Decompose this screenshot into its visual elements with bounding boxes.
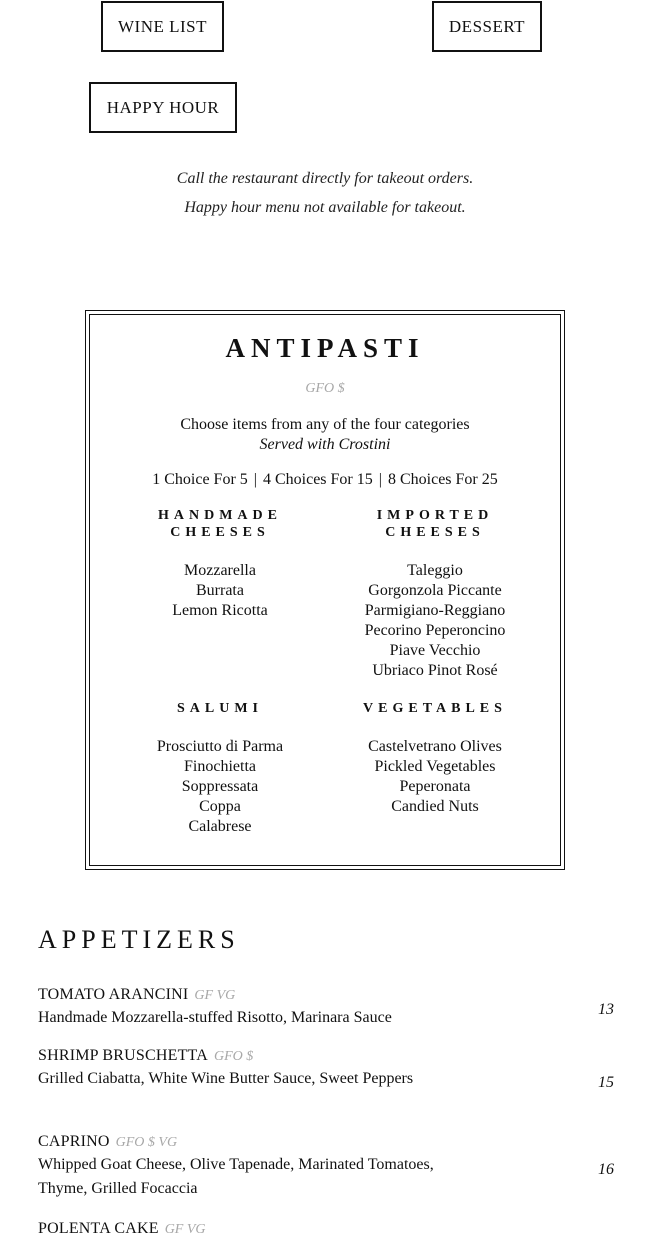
- category-heading: [130, 700, 310, 717]
- category-item: Ubriaco Pinot Rosé: [372, 662, 498, 679]
- category-heading: [130, 507, 310, 541]
- category-items: [345, 737, 525, 817]
- menu-item: [38, 1133, 618, 1201]
- menu-item-price: 15: [598, 1074, 614, 1091]
- category-heading-line: SALUMI: [176, 701, 263, 716]
- menu-item-name: SHRIMP BRUSCHETTA: [38, 1047, 209, 1064]
- antipasti-instructions: Choose items from any of the four categories: [180, 416, 470, 433]
- antipasti-served-with: Served with Crostini: [259, 436, 391, 453]
- category-item: Taleggio: [407, 562, 463, 579]
- menu-item-name: CAPRINO: [38, 1133, 110, 1150]
- menu-item-price: 13: [598, 1001, 614, 1018]
- menu-item-description: Whipped Goat Cheese, Olive Tapenade, Marinated Tomatoes, Thyme, Grilled Focaccia: [38, 1156, 434, 1197]
- menu-item-description: Grilled Ciabatta, White Wine Butter Sauce, Sweet Peppers: [38, 1070, 414, 1087]
- category-item: Pecorino Peperoncino: [364, 622, 506, 639]
- category-items: [130, 561, 310, 621]
- category-vegetables: [345, 700, 525, 817]
- happy-hour-note: Happy hour menu not available for takeout.: [184, 199, 466, 216]
- category-heading: [345, 507, 525, 541]
- menu-item-name: POLENTA CAKE: [38, 1220, 159, 1237]
- menu-item: [38, 1047, 618, 1091]
- dessert-button[interactable]: DESSERT: [432, 1, 542, 52]
- category-item: Gorgonzola Piccante: [368, 582, 502, 599]
- category-heading-line: CHEESES: [385, 525, 485, 540]
- category-item: Calabrese: [188, 818, 252, 835]
- menu-item-name: TOMATO ARANCINI: [38, 986, 189, 1003]
- category-heading-line: CHEESES: [170, 525, 270, 540]
- price-option: 1 Choice For 5: [152, 471, 248, 488]
- menu-item-description: Handmade Mozzarella-stuffed Risotto, Marinara Sauce: [38, 1009, 392, 1026]
- category-item: Burrata: [196, 582, 244, 599]
- category-imported-cheeses: [345, 507, 525, 681]
- category-salumi: [130, 700, 310, 837]
- category-item: Candied Nuts: [391, 798, 479, 815]
- category-item: Castelvetrano Olives: [368, 738, 502, 755]
- menu-item-price: 16: [598, 1161, 614, 1178]
- antipasti-box: [85, 310, 565, 870]
- category-items: [345, 561, 525, 681]
- menu-item-tags: GF VG: [164, 1222, 206, 1237]
- price-option: 8 Choices For 25: [387, 471, 498, 488]
- wine-list-button[interactable]: WINE LIST: [101, 1, 224, 52]
- category-item: Soppressata: [181, 778, 259, 795]
- price-separator: |: [253, 471, 257, 488]
- menu-item: [38, 1220, 618, 1238]
- price-option: 4 Choices For 15: [262, 471, 373, 488]
- category-item: Lemon Ricotta: [172, 602, 268, 619]
- price-separator: |: [378, 471, 382, 488]
- category-heading-line: HANDMADE: [158, 508, 282, 523]
- category-item: Pickled Vegetables: [374, 758, 496, 775]
- category-heading: [345, 700, 525, 717]
- category-item: Prosciutto di Parma: [156, 738, 284, 755]
- category-item: Coppa: [199, 798, 241, 815]
- category-heading-line: IMPORTED: [376, 508, 494, 523]
- menu-item: [38, 986, 618, 1030]
- antipasti-title: ANTIPASTI: [225, 333, 425, 363]
- antipasti-tags: GFO $: [305, 381, 345, 396]
- category-item: Piave Vecchio: [389, 642, 481, 659]
- antipasti-pricing: [90, 471, 560, 489]
- category-heading-line: VEGETABLES: [363, 701, 507, 716]
- menu-item-tags: GF VG: [194, 988, 236, 1003]
- category-item: Parmigiano-Reggiano: [364, 602, 506, 619]
- antipasti-inner-border: [89, 314, 561, 866]
- menu-item-tags: GFO $ VG: [115, 1135, 178, 1150]
- appetizers-title: APPETIZERS: [38, 925, 240, 954]
- happy-hour-button[interactable]: HAPPY HOUR: [89, 82, 237, 133]
- category-handmade-cheeses: [130, 507, 310, 621]
- category-item: Finochietta: [184, 758, 256, 775]
- category-item: Peperonata: [399, 778, 471, 795]
- category-item: Mozzarella: [184, 562, 256, 579]
- takeout-note: Call the restaurant directly for takeout orders.: [176, 170, 474, 187]
- category-items: [130, 737, 310, 837]
- menu-item-tags: GFO $: [214, 1049, 254, 1064]
